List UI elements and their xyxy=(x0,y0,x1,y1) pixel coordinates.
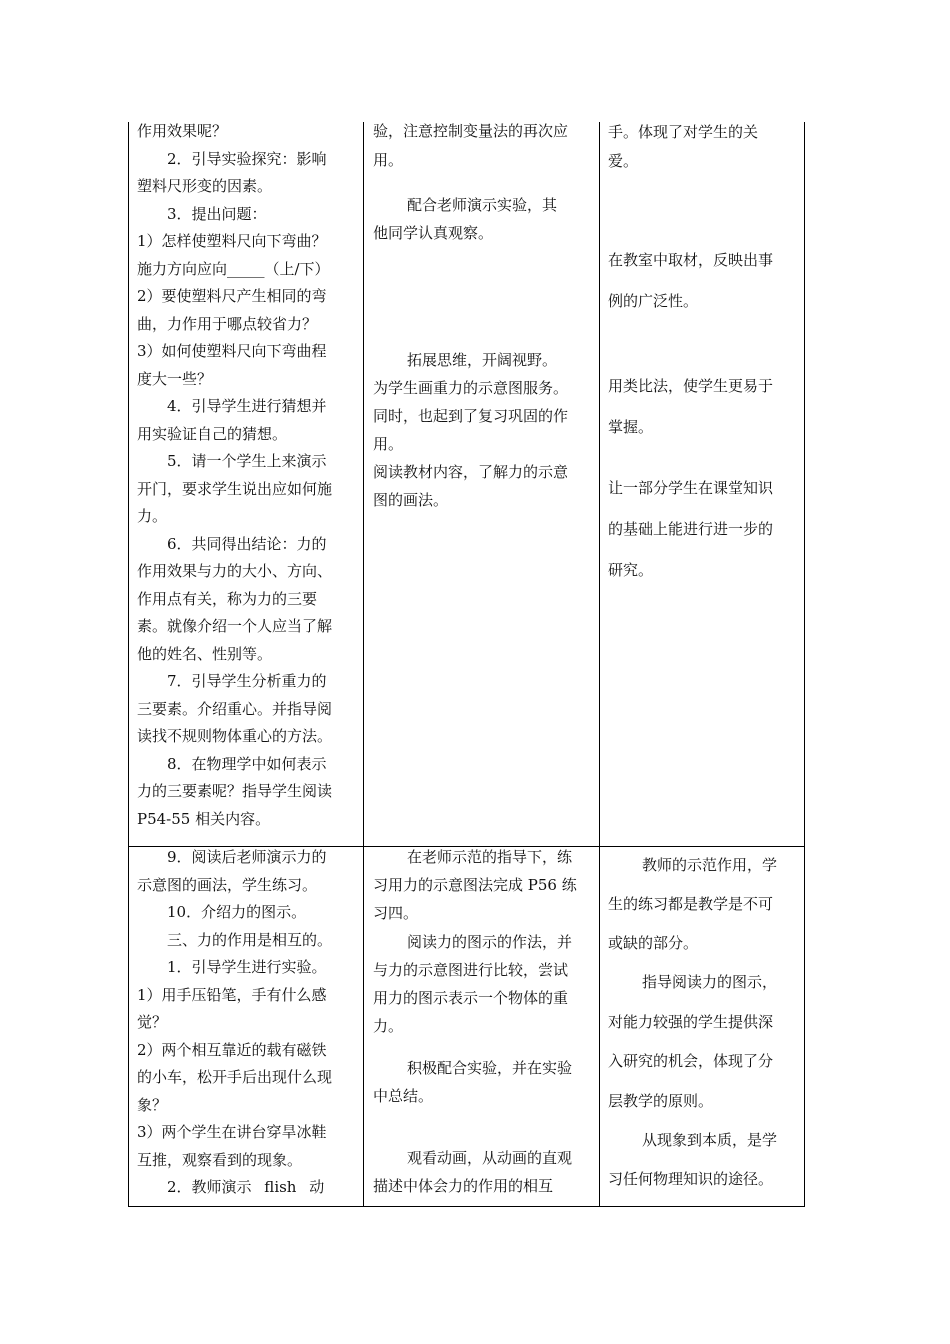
text-line: 1）怎样使塑料尺向下弯曲？ xyxy=(137,232,327,250)
text-line: 同时，也起到了复习巩固的作 xyxy=(373,407,569,425)
table-border-bottom xyxy=(128,1206,805,1207)
text-line: 用。 xyxy=(373,435,404,453)
text-line: 让一部分学生在课堂知识 xyxy=(608,479,774,497)
text-line: 9．阅读后老师演示力的 xyxy=(167,848,327,866)
text-line: 习任何物理知识的途径。 xyxy=(608,1170,774,1188)
text-line: 习用力的示意图法完成 P56 练 xyxy=(373,876,577,894)
text-line: 观看动画，从动画的直观 xyxy=(407,1149,573,1167)
text-line: 三、力的作用是相互的。 xyxy=(167,930,333,949)
text-line: 6．共同得出结论：力的 xyxy=(167,534,327,553)
text-line: 作用效果与力的大小、方向、 xyxy=(137,562,333,580)
text-line: 5．请一个学生上来演示 xyxy=(167,452,327,470)
text-line: 示意图的画法，学生练习。 xyxy=(137,875,318,894)
text-line: 描述中体会力的作用的相互 xyxy=(373,1177,554,1195)
text-line: P54-55 相关内容。 xyxy=(137,809,271,828)
text-line: 2）两个相互靠近的载有磁铁 xyxy=(137,1040,327,1059)
text-line: 爱。 xyxy=(608,152,639,170)
text-line: 的小车，松开手后出现什么现 xyxy=(137,1068,333,1086)
text-line: 他同学认真观察。 xyxy=(373,224,494,242)
text-line: 例的广泛性。 xyxy=(608,292,699,310)
row1-teacher-activity-cell xyxy=(137,118,359,833)
text-line: 入研究的机会，体现了分 xyxy=(608,1052,774,1070)
text-line: 8．在物理学中如何表示 xyxy=(167,754,327,773)
text-line: 3）如何使塑料尺向下弯曲程 xyxy=(137,342,327,360)
text-line: 或缺的部分。 xyxy=(608,934,699,952)
text-line: 的基础上能进行进一步的 xyxy=(608,520,774,538)
text-line: 1．引导学生进行实验。 xyxy=(167,958,327,976)
table-column-divider-1 xyxy=(363,122,364,1207)
text-line: 3．提出问题： xyxy=(167,204,267,223)
text-line: 生的练习都是教学是不可 xyxy=(608,895,774,913)
text-line: 三要素。介绍重心。并指导阅 xyxy=(137,699,333,718)
text-line: 验，注意控制变量法的再次应 xyxy=(373,122,569,140)
text-line: 力。 xyxy=(137,507,168,525)
text-line: 用力的图示表示一个物体的重 xyxy=(373,989,569,1007)
text-line: 层教学的原则。 xyxy=(608,1092,714,1110)
text-line: 作用点有关，称为力的三要 xyxy=(137,589,318,608)
text-line: 互推，观察看到的现象。 xyxy=(137,1150,303,1169)
text-line: 10．介绍力的图示。 xyxy=(167,903,307,921)
table-border-left xyxy=(128,122,129,1207)
text-line: 掌握。 xyxy=(608,418,654,436)
text-line: 阅读教材内容，了解力的示意 xyxy=(373,463,569,481)
text-line: 2）要使塑料尺产生相同的弯 xyxy=(137,287,327,305)
text-line: 力的三要素呢？指导学生阅读 xyxy=(137,782,333,800)
text-line: 在教室中取材，反映出事 xyxy=(608,251,774,269)
table-border-right xyxy=(804,122,805,1207)
text-line: 教师的示范作用，学 xyxy=(642,856,778,874)
text-line: 度大一些？ xyxy=(137,369,213,388)
text-line: 读找不规则物体重心的方法。 xyxy=(137,727,333,745)
text-line: 4．引导学生进行猜想并 xyxy=(167,397,327,415)
text-line: 1）用手压铅笔，手有什么感 xyxy=(137,985,327,1004)
text-line: 觉？ xyxy=(137,1013,168,1031)
text-line: 2．引导实验探究：影响 xyxy=(167,149,327,168)
text-line: 用类比法，使学生更易于 xyxy=(608,377,774,395)
text-line: 阅读力的图示的作法，并 xyxy=(407,933,573,951)
text-line: 指导阅读力的图示， xyxy=(642,973,778,991)
text-line: 中总结。 xyxy=(373,1087,434,1105)
row2-teacher-activity-cell xyxy=(137,844,359,1202)
text-line: 塑料尺形变的因素。 xyxy=(137,177,273,195)
text-line: 拓展思维，开阔视野。 xyxy=(407,351,558,369)
text-line: 与力的示意图进行比较，尝试 xyxy=(373,961,569,979)
text-line: 配合老师演示实验，其 xyxy=(407,196,558,214)
text-line: 从现象到本质，是学 xyxy=(642,1131,778,1149)
text-line: 作用效果呢？ xyxy=(137,122,228,140)
text-line: 施力方向应向_____（上/下） xyxy=(137,259,330,278)
text-line: 手。体现了对学生的关 xyxy=(608,123,759,141)
text-line: 在老师示范的指导下，练 xyxy=(407,848,573,866)
text-line: 象？ xyxy=(137,1095,168,1114)
text-line: 3）两个学生在讲台穿旱冰鞋 xyxy=(137,1123,327,1141)
table-column-divider-2 xyxy=(599,122,600,1207)
text-line: 研究。 xyxy=(608,561,654,579)
text-line: 素。就像介绍一个人应当了解 xyxy=(137,617,333,635)
text-line: 7．引导学生分析重力的 xyxy=(167,672,327,690)
text-line: 用实验证自己的猜想。 xyxy=(137,424,288,443)
text-line: 对能力较强的学生提供深 xyxy=(608,1013,774,1031)
text-line: 开门，要求学生说出应如何施 xyxy=(137,479,333,498)
text-line: 力。 xyxy=(373,1017,404,1035)
text-line: 用。 xyxy=(373,151,404,169)
text-line: 图的画法。 xyxy=(373,491,449,509)
text-line: 习四。 xyxy=(373,904,419,922)
text-line: 积极配合实验，并在实验 xyxy=(407,1059,573,1077)
text-line: 2．教师演示 flish 动 xyxy=(167,1178,325,1196)
text-line: 他的姓名、性别等。 xyxy=(137,644,273,663)
text-line: 为学生画重力的示意图服务。 xyxy=(373,379,569,397)
text-line: 曲，力作用于哪点较省力？ xyxy=(137,314,318,333)
